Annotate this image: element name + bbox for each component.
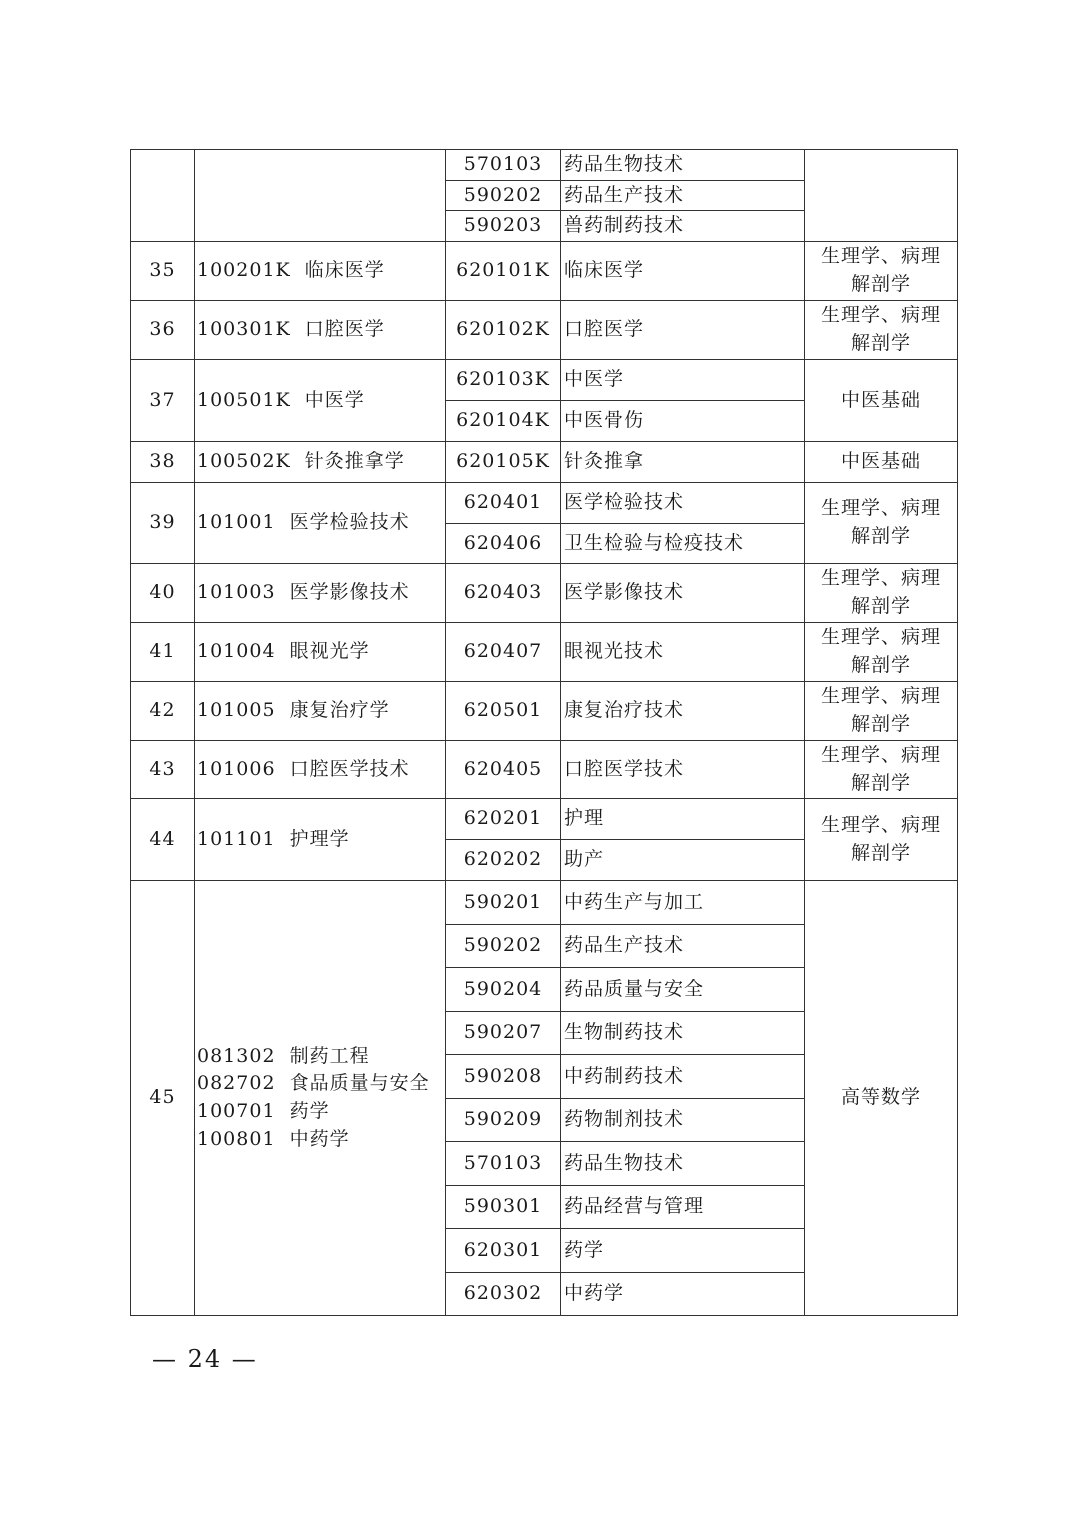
exam-subject-cell [805, 682, 958, 741]
exam-subject-cell [805, 623, 958, 682]
serial-number-cell: 41 [131, 623, 195, 682]
serial-number-cell: 35 [131, 242, 195, 301]
table-row [131, 442, 958, 483]
undergraduate-major-line: 100801 中药学 [197, 1127, 350, 1150]
table-row [131, 150, 958, 181]
vocational-code-cell: 620405 [446, 741, 561, 799]
vocational-code-cell: 620101K [446, 242, 561, 301]
undergraduate-major-line: 101101 护理学 [197, 827, 350, 850]
serial-number-cell: 37 [131, 360, 195, 442]
exam-subject-line: 解剖学 [850, 841, 911, 864]
undergraduate-major-line: 101001 医学检验技术 [197, 511, 410, 534]
vocational-code-cell: 620403 [446, 564, 561, 623]
undergraduate-major-cell [195, 483, 446, 564]
exam-subject-line: 解剖学 [850, 525, 911, 547]
undergraduate-major-cell [195, 682, 446, 741]
vocational-major-cell: 医学检验技术 [561, 483, 805, 524]
table-row [131, 360, 958, 401]
table-row [131, 741, 958, 799]
undergraduate-major-cell [195, 623, 446, 682]
vocational-code-cell: 590207 [446, 1012, 561, 1055]
table-row [131, 242, 958, 301]
vocational-major-cell: 中医学 [561, 360, 805, 401]
undergraduate-major-line: 101004 眼视光学 [197, 640, 370, 663]
undergraduate-major-cell [195, 442, 446, 483]
vocational-code-cell: 590204 [446, 968, 561, 1012]
serial-number-cell: 45 [131, 881, 195, 1316]
vocational-major-cell: 医学影像技术 [561, 564, 805, 623]
exam-subject-line: 解剖学 [850, 595, 911, 617]
serial-number-cell: 43 [131, 741, 195, 799]
serial-number-cell: 39 [131, 483, 195, 564]
vocational-major-cell: 中药学 [561, 1273, 805, 1316]
exam-subject-cell [805, 483, 958, 564]
undergraduate-major-line: 081302 制药工程 [197, 1044, 370, 1067]
vocational-major-cell: 药品经营与管理 [561, 1186, 805, 1229]
vocational-code-cell: 620202 [446, 840, 561, 881]
exam-subject-line: 生理学、病理 [820, 304, 941, 327]
undergraduate-major-cell [195, 301, 446, 360]
exam-subject-cell [805, 360, 958, 442]
vocational-major-cell: 药学 [561, 1229, 805, 1273]
vocational-major-cell: 中药生产与加工 [561, 881, 805, 925]
undergraduate-major-cell [195, 150, 446, 242]
exam-subject-line: 解剖学 [850, 332, 911, 354]
vocational-major-cell: 中医骨伤 [561, 401, 805, 442]
vocational-code-cell: 620103K [446, 360, 561, 401]
table-row [131, 623, 958, 682]
table-row [131, 483, 958, 524]
vocational-code-cell: 590203 [446, 211, 561, 242]
page-number: — 24 — [152, 1345, 258, 1373]
vocational-major-cell: 口腔医学 [561, 301, 805, 360]
exam-subject-cell [805, 881, 958, 1316]
table-row [131, 301, 958, 360]
vocational-major-cell: 护理 [561, 799, 805, 840]
vocational-major-cell: 康复治疗技术 [561, 682, 805, 741]
exam-subject-cell [805, 564, 958, 623]
vocational-code-cell: 620302 [446, 1273, 561, 1316]
undergraduate-major-line: 100201K 临床医学 [197, 259, 385, 282]
exam-subject-cell [805, 242, 958, 301]
vocational-major-cell: 药品生物技术 [561, 150, 805, 181]
vocational-major-cell: 药品生产技术 [561, 181, 805, 211]
exam-subject-line: 中医基础 [840, 388, 921, 411]
vocational-major-cell: 口腔医学技术 [561, 741, 805, 799]
undergraduate-major-cell [195, 564, 446, 623]
exam-subject-line: 生理学、病理 [820, 567, 941, 590]
undergraduate-major-cell [195, 799, 446, 881]
undergraduate-major-cell [195, 360, 446, 442]
exam-subject-line: 生理学、病理 [820, 626, 941, 649]
vocational-code-cell: 620501 [446, 682, 561, 741]
exam-subject-cell [805, 301, 958, 360]
serial-number-cell: 40 [131, 564, 195, 623]
exam-subject-cell [805, 150, 958, 242]
vocational-code-cell: 620102K [446, 301, 561, 360]
exam-subject-cell [805, 442, 958, 483]
vocational-code-cell: 590301 [446, 1186, 561, 1229]
undergraduate-major-line: 101006 口腔医学技术 [197, 757, 410, 780]
vocational-major-cell: 卫生检验与检疫技术 [561, 524, 805, 564]
vocational-code-cell: 620201 [446, 799, 561, 840]
undergraduate-major-cell [195, 741, 446, 799]
vocational-code-cell: 620105K [446, 442, 561, 483]
vocational-code-cell: 620407 [446, 623, 561, 682]
vocational-code-cell: 620104K [446, 401, 561, 442]
table-row [131, 564, 958, 623]
undergraduate-major-line: 082702 食品质量与安全 [197, 1072, 430, 1095]
undergraduate-major-line: 101005 康复治疗学 [197, 699, 390, 722]
vocational-code-cell: 590209 [446, 1099, 561, 1142]
vocational-code-cell: 590202 [446, 181, 561, 211]
exam-subject-line: 解剖学 [850, 654, 911, 676]
vocational-code-cell: 590202 [446, 925, 561, 968]
vocational-code-cell: 620406 [446, 524, 561, 564]
exam-subject-line: 生理学、病理 [820, 497, 941, 520]
undergraduate-major-line: 101003 医学影像技术 [197, 581, 410, 604]
serial-number-cell: 44 [131, 799, 195, 881]
exam-subject-line: 生理学、病理 [820, 245, 941, 268]
undergraduate-major-line: 100501K 中医学 [197, 388, 365, 411]
exam-subject-line: 中医基础 [840, 450, 921, 473]
exam-subject-line: 解剖学 [850, 273, 911, 295]
vocational-major-cell: 眼视光技术 [561, 623, 805, 682]
vocational-major-cell: 药品生产技术 [561, 925, 805, 968]
table-row [131, 881, 958, 925]
table-row [131, 682, 958, 741]
undergraduate-major-line: 100502K 针灸推拿学 [197, 450, 405, 473]
exam-subject-line: 高等数学 [840, 1086, 921, 1109]
exam-subject-cell [805, 799, 958, 881]
undergraduate-major-cell [195, 242, 446, 301]
table-body [131, 150, 958, 1316]
vocational-major-cell: 药物制剂技术 [561, 1099, 805, 1142]
serial-number-cell [131, 150, 195, 242]
exam-subject-line: 生理学、病理 [820, 743, 941, 766]
vocational-major-cell: 兽药制药技术 [561, 211, 805, 242]
vocational-code-cell: 570103 [446, 1142, 561, 1186]
table-row [131, 799, 958, 840]
vocational-major-cell: 临床医学 [561, 242, 805, 301]
vocational-code-cell: 620301 [446, 1229, 561, 1273]
serial-number-cell: 36 [131, 301, 195, 360]
vocational-code-cell: 620401 [446, 483, 561, 524]
exam-subject-line: 生理学、病理 [820, 685, 941, 708]
vocational-code-cell: 590201 [446, 881, 561, 925]
vocational-major-cell: 生物制药技术 [561, 1012, 805, 1055]
exam-subject-line: 生理学、病理 [820, 813, 941, 836]
exam-subject-line: 解剖学 [850, 771, 911, 794]
vocational-major-cell: 中药制药技术 [561, 1055, 805, 1099]
exam-subject-cell [805, 741, 958, 799]
undergraduate-major-cell [195, 881, 446, 1316]
vocational-code-cell: 590208 [446, 1055, 561, 1099]
undergraduate-major-line: 100701 药学 [197, 1100, 330, 1122]
vocational-major-cell: 药品质量与安全 [561, 968, 805, 1012]
vocational-code-cell: 570103 [446, 150, 561, 181]
serial-number-cell: 42 [131, 682, 195, 741]
vocational-major-cell: 助产 [561, 840, 805, 881]
vocational-major-cell: 针灸推拿 [561, 442, 805, 483]
vocational-major-cell: 药品生物技术 [561, 1142, 805, 1186]
exam-subject-line: 解剖学 [850, 713, 911, 735]
undergraduate-major-line: 100301K 口腔医学 [197, 318, 385, 341]
serial-number-cell: 38 [131, 442, 195, 483]
major-mapping-table [130, 149, 958, 1316]
